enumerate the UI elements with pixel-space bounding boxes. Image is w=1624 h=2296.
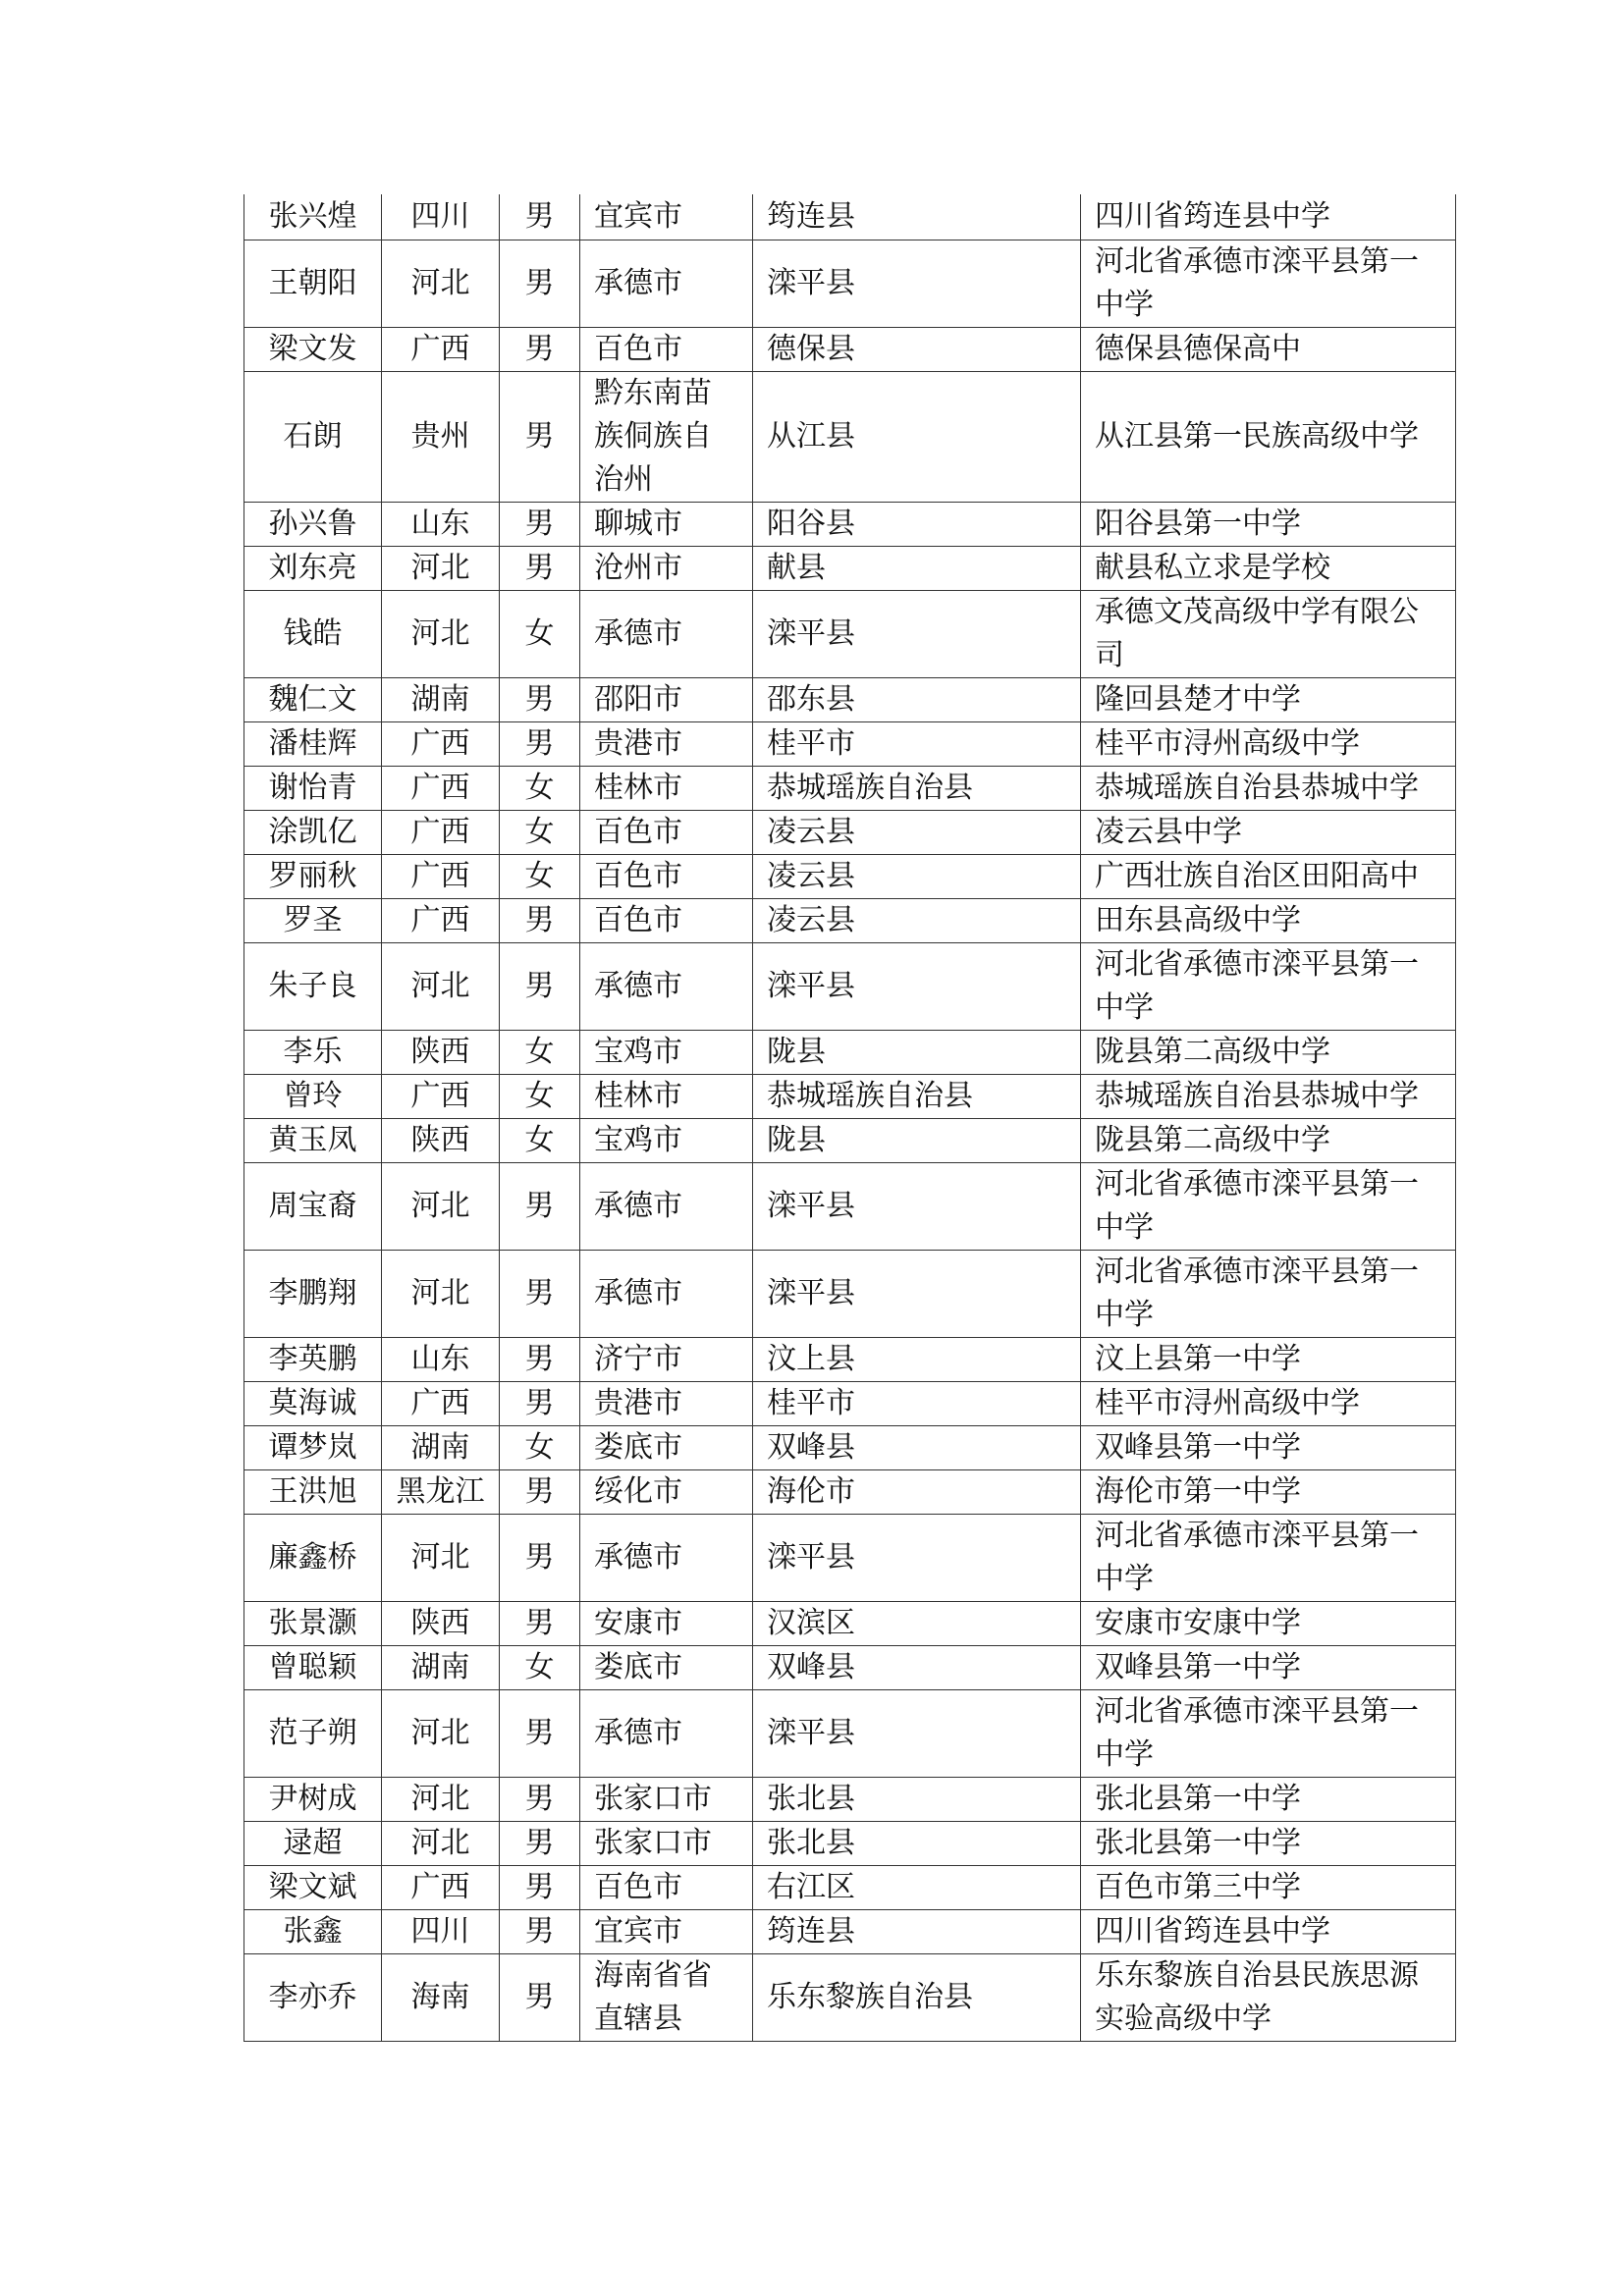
school-cell: 陇县第二高级中学: [1081, 1118, 1456, 1162]
school-cell: 献县私立求是学校: [1081, 546, 1456, 590]
table-row: [244, 721, 1456, 766]
school-cell: 四川省筠连县中学: [1081, 194, 1456, 240]
table-row: [244, 1469, 1456, 1514]
gender-cell: 男: [500, 1250, 580, 1337]
city-cell: 承德市: [580, 590, 753, 677]
name-cell: 王洪旭: [244, 1469, 382, 1514]
county-cell: 恭城瑶族自治县: [753, 1074, 1081, 1118]
city-cell: 承德市: [580, 240, 753, 327]
county-cell: 滦平县: [753, 1162, 1081, 1250]
gender-cell: 男: [500, 1162, 580, 1250]
school-cell: 海伦市第一中学: [1081, 1469, 1456, 1514]
school-cell: 德保县德保高中: [1081, 327, 1456, 371]
school-cell: 恭城瑶族自治县恭城中学: [1081, 766, 1456, 810]
table-row: [244, 1601, 1456, 1645]
county-cell: 乐东黎族自治县: [753, 1953, 1081, 2041]
county-cell: 阳谷县: [753, 502, 1081, 546]
province-cell: 海南: [382, 1953, 500, 2041]
gender-cell: 男: [500, 721, 580, 766]
table-row: [244, 1250, 1456, 1337]
city-cell: 安康市: [580, 1601, 753, 1645]
city-cell: 海南省省直辖县: [580, 1953, 753, 2041]
county-cell: 汉滨区: [753, 1601, 1081, 1645]
province-cell: 河北: [382, 590, 500, 677]
city-cell: 桂林市: [580, 1074, 753, 1118]
name-cell: 李鹏翔: [244, 1250, 382, 1337]
county-cell: 从江县: [753, 371, 1081, 502]
name-cell: 魏仁文: [244, 677, 382, 721]
city-cell: 百色市: [580, 1865, 753, 1909]
county-cell: 陇县: [753, 1030, 1081, 1074]
province-cell: 广西: [382, 766, 500, 810]
table-row: [244, 810, 1456, 854]
county-cell: 张北县: [753, 1777, 1081, 1821]
table-row: [244, 1030, 1456, 1074]
province-cell: 广西: [382, 854, 500, 898]
city-cell: 百色市: [580, 810, 753, 854]
gender-cell: 男: [500, 1953, 580, 2041]
gender-cell: 男: [500, 546, 580, 590]
city-cell: 张家口市: [580, 1821, 753, 1865]
city-cell: 贵港市: [580, 1381, 753, 1425]
school-cell: 双峰县第一中学: [1081, 1645, 1456, 1689]
school-cell: 乐东黎族自治县民族思源实验高级中学: [1081, 1953, 1456, 2041]
table-row: [244, 240, 1456, 327]
name-cell: 莫海诚: [244, 1381, 382, 1425]
name-cell: 周宝裔: [244, 1162, 382, 1250]
name-cell: 潘桂辉: [244, 721, 382, 766]
province-cell: 陕西: [382, 1601, 500, 1645]
school-cell: 恭城瑶族自治县恭城中学: [1081, 1074, 1456, 1118]
county-cell: 汶上县: [753, 1337, 1081, 1381]
school-cell: 承德文茂高级中学有限公司: [1081, 590, 1456, 677]
name-cell: 朱子良: [244, 942, 382, 1030]
county-cell: 德保县: [753, 327, 1081, 371]
table-row: [244, 1953, 1456, 2041]
city-cell: 宜宾市: [580, 194, 753, 240]
school-cell: 隆回县楚才中学: [1081, 677, 1456, 721]
table-row: [244, 898, 1456, 942]
gender-cell: 女: [500, 766, 580, 810]
city-cell: 承德市: [580, 1250, 753, 1337]
school-cell: 河北省承德市滦平县第一中学: [1081, 1689, 1456, 1777]
school-cell: 河北省承德市滦平县第一中学: [1081, 942, 1456, 1030]
gender-cell: 女: [500, 1425, 580, 1469]
table-row: [244, 766, 1456, 810]
table-row: [244, 1118, 1456, 1162]
name-cell: 刘东亮: [244, 546, 382, 590]
city-cell: 邵阳市: [580, 677, 753, 721]
city-cell: 宝鸡市: [580, 1118, 753, 1162]
county-cell: 双峰县: [753, 1425, 1081, 1469]
county-cell: 滦平县: [753, 942, 1081, 1030]
province-cell: 广西: [382, 1074, 500, 1118]
province-cell: 陕西: [382, 1118, 500, 1162]
province-cell: 湖南: [382, 677, 500, 721]
gender-cell: 男: [500, 1469, 580, 1514]
city-cell: 娄底市: [580, 1645, 753, 1689]
school-cell: 安康市安康中学: [1081, 1601, 1456, 1645]
gender-cell: 男: [500, 1909, 580, 1953]
table-row: [244, 1425, 1456, 1469]
name-cell: 梁文发: [244, 327, 382, 371]
school-cell: 从江县第一民族高级中学: [1081, 371, 1456, 502]
name-cell: 张鑫: [244, 1909, 382, 1953]
name-cell: 梁文斌: [244, 1865, 382, 1909]
name-cell: 范子朔: [244, 1689, 382, 1777]
table-row: [244, 194, 1456, 240]
gender-cell: 男: [500, 1865, 580, 1909]
city-cell: 百色市: [580, 898, 753, 942]
name-cell: 钱皓: [244, 590, 382, 677]
county-cell: 桂平市: [753, 721, 1081, 766]
city-cell: 绥化市: [580, 1469, 753, 1514]
school-cell: 田东县高级中学: [1081, 898, 1456, 942]
name-cell: 石朗: [244, 371, 382, 502]
gender-cell: 男: [500, 371, 580, 502]
name-cell: 张景灏: [244, 1601, 382, 1645]
name-cell: 曾玲: [244, 1074, 382, 1118]
school-cell: 河北省承德市滦平县第一中学: [1081, 1250, 1456, 1337]
province-cell: 山东: [382, 1337, 500, 1381]
province-cell: 河北: [382, 942, 500, 1030]
province-cell: 四川: [382, 1909, 500, 1953]
county-cell: 恭城瑶族自治县: [753, 766, 1081, 810]
name-cell: 张兴煌: [244, 194, 382, 240]
name-cell: 逯超: [244, 1821, 382, 1865]
gender-cell: 男: [500, 898, 580, 942]
table-row: [244, 1777, 1456, 1821]
province-cell: 四川: [382, 194, 500, 240]
city-cell: 承德市: [580, 1514, 753, 1601]
county-cell: 滦平县: [753, 590, 1081, 677]
gender-cell: 男: [500, 942, 580, 1030]
city-cell: 宝鸡市: [580, 1030, 753, 1074]
table-row: [244, 371, 1456, 502]
county-cell: 凌云县: [753, 854, 1081, 898]
table-row: [244, 590, 1456, 677]
province-cell: 广西: [382, 1865, 500, 1909]
table-row: [244, 1909, 1456, 1953]
gender-cell: 男: [500, 1381, 580, 1425]
name-cell: 尹树成: [244, 1777, 382, 1821]
table-row: [244, 1689, 1456, 1777]
gender-cell: 男: [500, 677, 580, 721]
city-cell: 承德市: [580, 1689, 753, 1777]
province-cell: 河北: [382, 1250, 500, 1337]
table-row: [244, 854, 1456, 898]
table-row: [244, 942, 1456, 1030]
gender-cell: 女: [500, 590, 580, 677]
county-cell: 筠连县: [753, 194, 1081, 240]
province-cell: 广西: [382, 1381, 500, 1425]
county-cell: 凌云县: [753, 898, 1081, 942]
name-cell: 涂凯亿: [244, 810, 382, 854]
table-row: [244, 1337, 1456, 1381]
county-cell: 献县: [753, 546, 1081, 590]
province-cell: 湖南: [382, 1645, 500, 1689]
school-cell: 河北省承德市滦平县第一中学: [1081, 240, 1456, 327]
roster-body: [244, 194, 1456, 2041]
gender-cell: 男: [500, 327, 580, 371]
gender-cell: 女: [500, 1030, 580, 1074]
city-cell: 聊城市: [580, 502, 753, 546]
province-cell: 河北: [382, 546, 500, 590]
gender-cell: 女: [500, 854, 580, 898]
city-cell: 桂林市: [580, 766, 753, 810]
province-cell: 贵州: [382, 371, 500, 502]
city-cell: 张家口市: [580, 1777, 753, 1821]
province-cell: 河北: [382, 240, 500, 327]
gender-cell: 男: [500, 1777, 580, 1821]
county-cell: 桂平市: [753, 1381, 1081, 1425]
county-cell: 滦平县: [753, 240, 1081, 327]
school-cell: 双峰县第一中学: [1081, 1425, 1456, 1469]
province-cell: 河北: [382, 1821, 500, 1865]
province-cell: 广西: [382, 810, 500, 854]
county-cell: 陇县: [753, 1118, 1081, 1162]
name-cell: 廉鑫桥: [244, 1514, 382, 1601]
city-cell: 宜宾市: [580, 1909, 753, 1953]
city-cell: 承德市: [580, 942, 753, 1030]
name-cell: 李亦乔: [244, 1953, 382, 2041]
school-cell: 四川省筠连县中学: [1081, 1909, 1456, 1953]
city-cell: 黔东南苗族侗族自治州: [580, 371, 753, 502]
city-cell: 娄底市: [580, 1425, 753, 1469]
gender-cell: 男: [500, 1514, 580, 1601]
county-cell: 邵东县: [753, 677, 1081, 721]
county-cell: 凌云县: [753, 810, 1081, 854]
table-row: [244, 1821, 1456, 1865]
table-row: [244, 677, 1456, 721]
county-cell: 滦平县: [753, 1250, 1081, 1337]
county-cell: 筠连县: [753, 1909, 1081, 1953]
city-cell: 沧州市: [580, 546, 753, 590]
gender-cell: 男: [500, 502, 580, 546]
name-cell: 黄玉凤: [244, 1118, 382, 1162]
gender-cell: 女: [500, 1645, 580, 1689]
name-cell: 罗圣: [244, 898, 382, 942]
province-cell: 河北: [382, 1514, 500, 1601]
name-cell: 李乐: [244, 1030, 382, 1074]
county-cell: 海伦市: [753, 1469, 1081, 1514]
province-cell: 山东: [382, 502, 500, 546]
city-cell: 承德市: [580, 1162, 753, 1250]
school-cell: 河北省承德市滦平县第一中学: [1081, 1514, 1456, 1601]
table-row: [244, 1381, 1456, 1425]
table-row: [244, 546, 1456, 590]
province-cell: 广西: [382, 327, 500, 371]
gender-cell: 男: [500, 1689, 580, 1777]
school-cell: 汶上县第一中学: [1081, 1337, 1456, 1381]
school-cell: 广西壮族自治区田阳高中: [1081, 854, 1456, 898]
table-row: [244, 327, 1456, 371]
city-cell: 贵港市: [580, 721, 753, 766]
city-cell: 百色市: [580, 327, 753, 371]
province-cell: 广西: [382, 898, 500, 942]
province-cell: 陕西: [382, 1030, 500, 1074]
province-cell: 河北: [382, 1162, 500, 1250]
school-cell: 河北省承德市滦平县第一中学: [1081, 1162, 1456, 1250]
county-cell: 右江区: [753, 1865, 1081, 1909]
gender-cell: 女: [500, 1118, 580, 1162]
province-cell: 河北: [382, 1777, 500, 1821]
name-cell: 曾聪颖: [244, 1645, 382, 1689]
school-cell: 张北县第一中学: [1081, 1821, 1456, 1865]
county-cell: 滦平县: [753, 1689, 1081, 1777]
gender-cell: 男: [500, 1337, 580, 1381]
school-cell: 百色市第三中学: [1081, 1865, 1456, 1909]
school-cell: 桂平市浔州高级中学: [1081, 1381, 1456, 1425]
name-cell: 李英鹏: [244, 1337, 382, 1381]
province-cell: 河北: [382, 1689, 500, 1777]
gender-cell: 女: [500, 1074, 580, 1118]
name-cell: 谢怡青: [244, 766, 382, 810]
county-cell: 双峰县: [753, 1645, 1081, 1689]
gender-cell: 女: [500, 810, 580, 854]
county-cell: 张北县: [753, 1821, 1081, 1865]
name-cell: 孙兴鲁: [244, 502, 382, 546]
table-row: [244, 1865, 1456, 1909]
table-row: [244, 1162, 1456, 1250]
province-cell: 湖南: [382, 1425, 500, 1469]
city-cell: 百色市: [580, 854, 753, 898]
name-cell: 罗丽秋: [244, 854, 382, 898]
gender-cell: 男: [500, 1821, 580, 1865]
name-cell: 谭梦岚: [244, 1425, 382, 1469]
gender-cell: 男: [500, 240, 580, 327]
name-cell: 王朝阳: [244, 240, 382, 327]
student-roster-table: [244, 194, 1456, 2042]
gender-cell: 男: [500, 1601, 580, 1645]
table-row: [244, 1514, 1456, 1601]
province-cell: 黑龙江: [382, 1469, 500, 1514]
school-cell: 陇县第二高级中学: [1081, 1030, 1456, 1074]
school-cell: 张北县第一中学: [1081, 1777, 1456, 1821]
school-cell: 凌云县中学: [1081, 810, 1456, 854]
city-cell: 济宁市: [580, 1337, 753, 1381]
table-row: [244, 1074, 1456, 1118]
school-cell: 阳谷县第一中学: [1081, 502, 1456, 546]
gender-cell: 男: [500, 194, 580, 240]
county-cell: 滦平县: [753, 1514, 1081, 1601]
province-cell: 广西: [382, 721, 500, 766]
school-cell: 桂平市浔州高级中学: [1081, 721, 1456, 766]
table-row: [244, 502, 1456, 546]
table-row: [244, 1645, 1456, 1689]
